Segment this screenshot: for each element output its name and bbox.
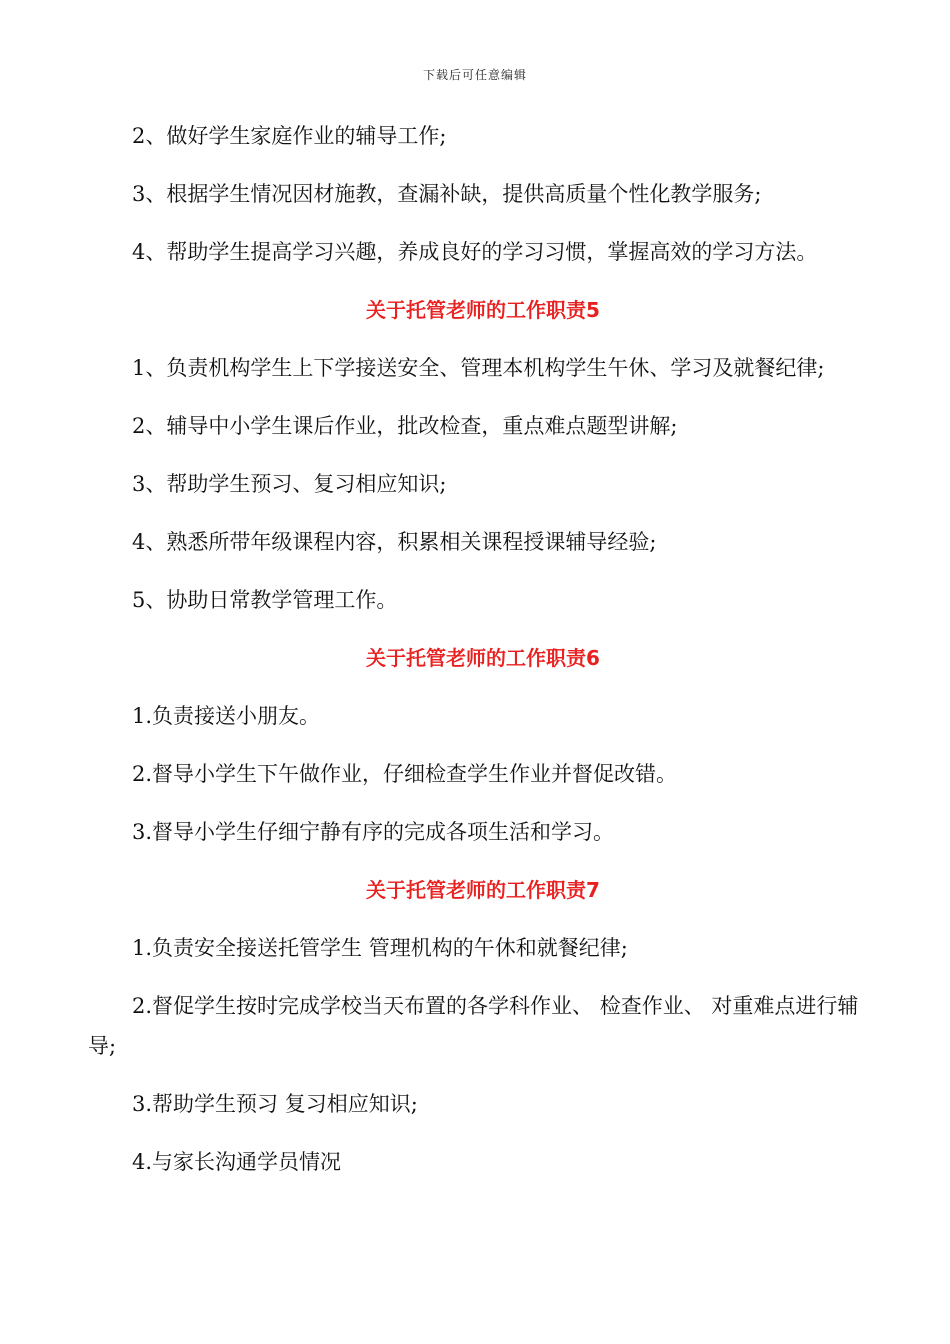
header-note: 下载后可任意编辑 <box>422 68 527 82</box>
paragraph: 1.负责接送小朋友。 <box>132 704 321 728</box>
paragraph: 2.督导小学生下午做作业，仔细检查学生作业并督促改错。 <box>132 762 678 786</box>
section-heading: 关于托管老师的工作职责7 <box>366 878 600 902</box>
paragraph: 3.帮助学生预习 复习相应知识; <box>132 1092 418 1116</box>
paragraph: 4、熟悉所带年级课程内容，积累相关课程授课辅导经验; <box>132 530 657 554</box>
section-heading: 关于托管老师的工作职责6 <box>366 646 600 670</box>
paragraph: 1、负责机构学生上下学接送安全、管理本机构学生午休、学习及就餐纪律; <box>132 356 825 380</box>
paragraph: 1.负责安全接送托管学生 管理机构的午休和就餐纪律; <box>132 936 628 960</box>
paragraph: 2.督促学生按时完成学校当天布置的各学科作业、 检查作业、 对重难点进行辅导; <box>88 994 859 1058</box>
section-heading: 关于托管老师的工作职责5 <box>366 298 600 322</box>
paragraph: 3、帮助学生预习、复习相应知识; <box>132 472 447 496</box>
document-body <box>88 116 878 1182</box>
paragraph: 3、根据学生情况因材施教，查漏补缺，提供高质量个性化教学服务; <box>132 182 762 206</box>
paragraph: 4.与家长沟通学员情况 <box>132 1150 342 1174</box>
paragraph: 2、辅导中小学生课后作业，批改检查，重点难点题型讲解; <box>132 414 678 438</box>
paragraph: 3.督导小学生仔细宁静有序的完成各项生活和学习。 <box>132 820 615 844</box>
paragraph: 2、做好学生家庭作业的辅导工作; <box>132 124 447 148</box>
paragraph: 5、协助日常教学管理工作。 <box>132 588 398 612</box>
paragraph: 4、帮助学生提高学习兴趣，养成良好的学习习惯，掌握高效的学习方法。 <box>132 240 818 264</box>
